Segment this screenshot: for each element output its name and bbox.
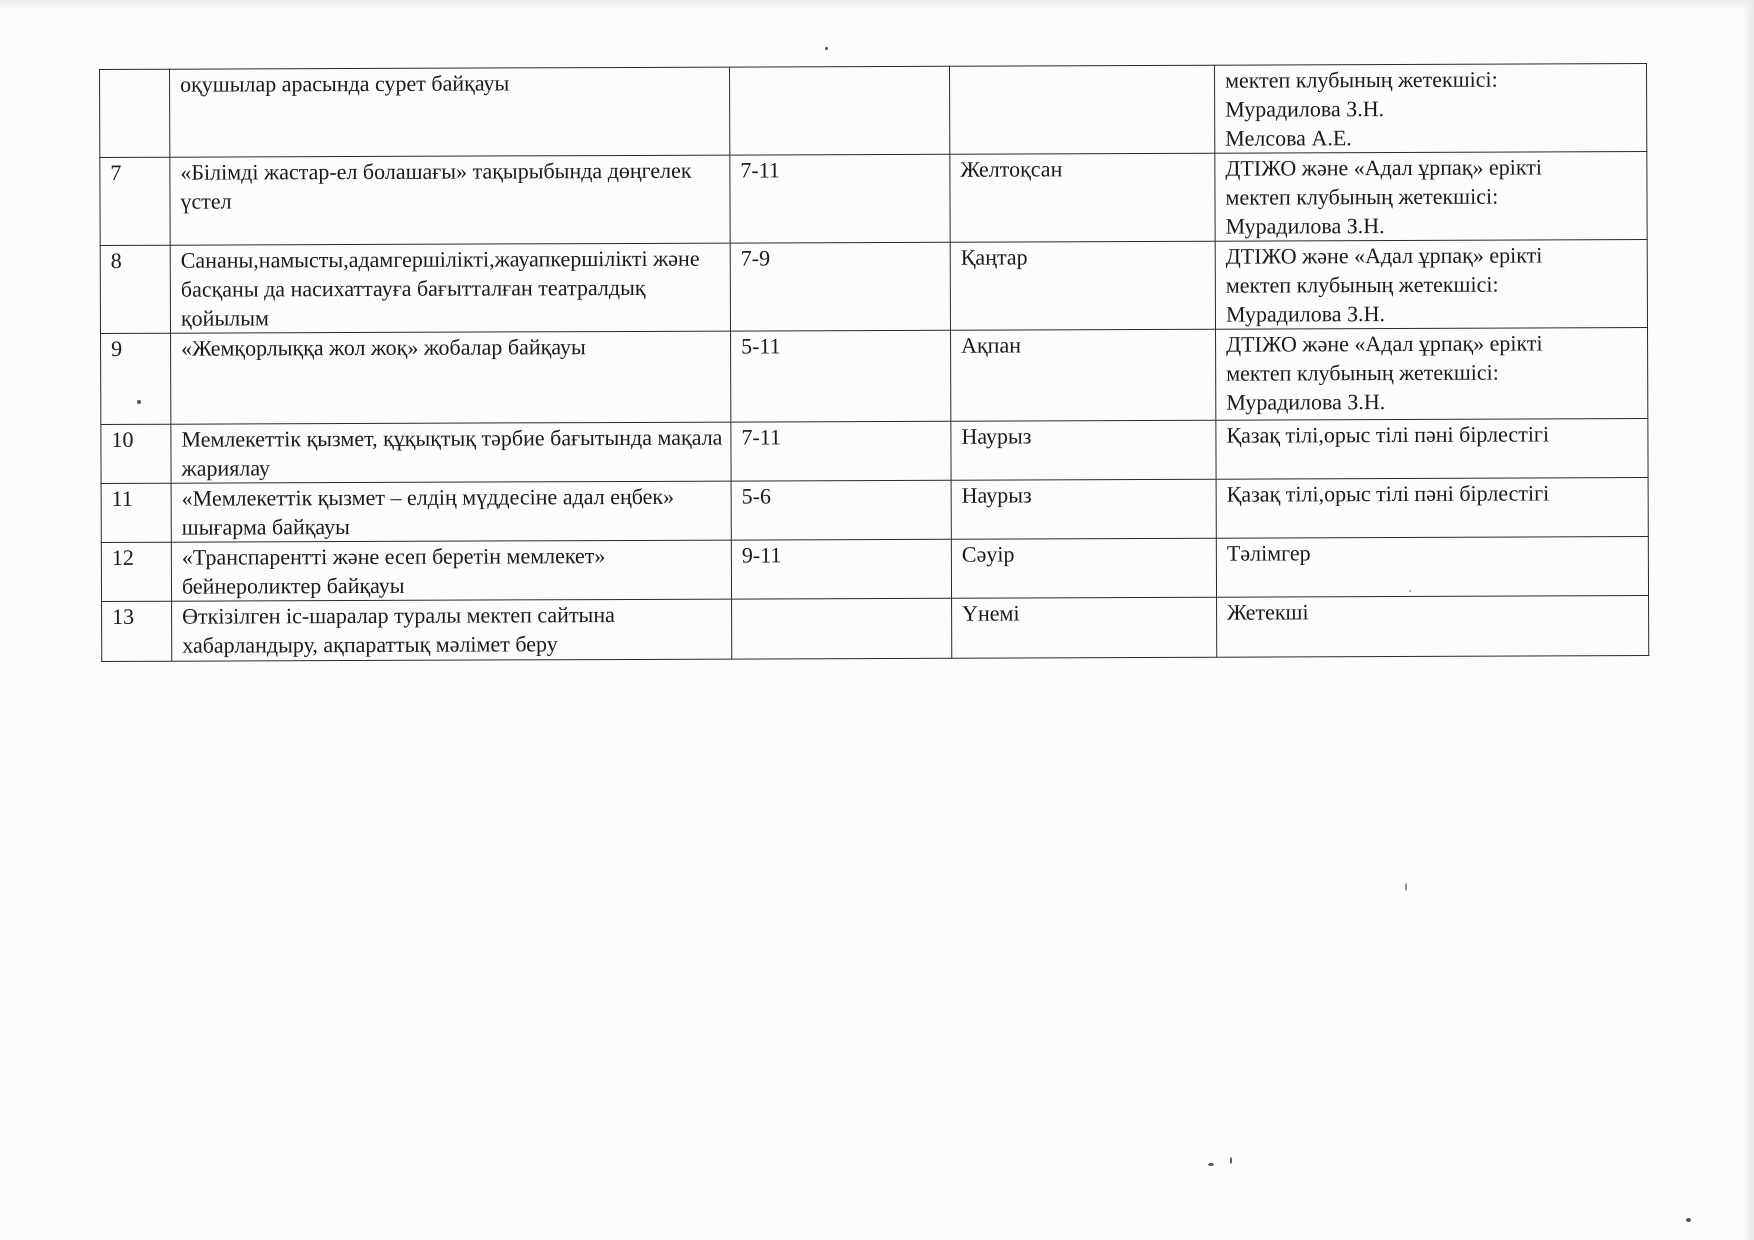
row-number: 12	[101, 542, 171, 601]
class-range: 7-9	[730, 242, 950, 331]
responsible-cell	[1216, 419, 1648, 480]
event-date: Қаңтар	[950, 241, 1215, 330]
responsible-line: ДТІЖО және «Адал ұрпақ» ерікті	[1226, 330, 1543, 357]
responsible-cell	[1216, 478, 1648, 539]
event-date	[949, 65, 1214, 154]
responsible-line: Мурадилова З.Н.	[1225, 301, 1385, 327]
responsible-line: мектеп клубының жетекшісі:	[1225, 183, 1499, 210]
responsible-line: мектеп клубының жетекшісі:	[1225, 66, 1498, 93]
row-number: 13	[102, 601, 172, 661]
responsible-cell	[1215, 152, 1647, 242]
scan-speck	[1405, 883, 1407, 891]
responsible-line: Қазақ тілі,орыс тілі пәні бірлестігі	[1226, 480, 1550, 507]
event-title: «Транспарентті және есеп беретін мемлекет» бейнероликтер байқауы	[171, 540, 731, 601]
scan-speck	[1208, 1163, 1214, 1166]
class-range: 7-11	[730, 154, 950, 243]
row-number: 10	[101, 424, 171, 483]
event-title: Өткізілген іс-шаралар туралы мектеп сайтына хабарландыру, ақпараттық мәлімет беру	[172, 599, 732, 661]
scan-speck	[1686, 1218, 1691, 1222]
responsible-line: мектеп клубының жетекшісі:	[1225, 271, 1499, 298]
class-range	[732, 598, 952, 659]
responsible-line: ДТІЖО және «Адал ұрпақ» ерікті	[1225, 242, 1543, 269]
responsible-line: Мурадилова З.Н.	[1225, 213, 1385, 239]
event-title: оқушылар арасында сурет байқауы	[170, 67, 730, 157]
responsible-line: ДТІЖО және «Адал ұрпақ» ерікті	[1225, 154, 1543, 181]
row-number: 11	[101, 483, 171, 542]
table-row	[101, 537, 1648, 602]
event-date: Наурыз	[951, 479, 1216, 539]
table-row	[100, 240, 1647, 334]
scan-edge-right	[1742, 0, 1754, 1240]
scan-edge-top	[0, 0, 1754, 10]
scan-speck	[137, 400, 141, 404]
responsible-line: Жетекші	[1227, 599, 1309, 625]
responsible-cell	[1216, 537, 1648, 598]
row-number: 8	[100, 245, 170, 333]
event-date: Ақпан	[951, 329, 1216, 421]
event-title: «Білімді жастар-ел болашағы» тақырыбында дөңгелек үстел	[170, 155, 730, 245]
class-range: 9-11	[731, 539, 951, 599]
class-range: 7-11	[731, 421, 951, 481]
event-date: Желтоқсан	[950, 153, 1215, 242]
table-row	[101, 328, 1648, 425]
event-title: «Мемлекеттік қызмет – елдің мүддесіне адал еңбек» шығарма байқауы	[171, 481, 731, 542]
event-date: Сәуір	[951, 538, 1216, 598]
responsible-cell	[1214, 64, 1646, 154]
table-row	[100, 152, 1647, 246]
scan-speck	[1230, 1157, 1232, 1164]
event-title: «Жемқорлыққа жол жоқ» жобалар байқауы	[171, 331, 731, 424]
table-row	[101, 478, 1648, 543]
table-row	[100, 64, 1647, 158]
event-date: Наурыз	[951, 420, 1216, 480]
responsible-line: мектеп клубының жетекшісі:	[1226, 359, 1499, 386]
events-plan-table	[99, 63, 1649, 662]
row-number: 7	[100, 157, 170, 245]
responsible-line: Қазақ тілі,орыс тілі пәні бірлестігі	[1226, 421, 1550, 448]
event-date: Үнемі	[952, 597, 1217, 658]
class-range	[729, 66, 949, 155]
class-range: 5-11	[731, 330, 951, 422]
responsible-line: Тәлімгер	[1226, 540, 1311, 566]
responsible-line: Мурадилова З.Н.	[1225, 96, 1385, 122]
row-number	[100, 69, 170, 157]
responsible-cell	[1217, 596, 1649, 658]
responsible-cell	[1216, 328, 1648, 421]
event-title: Сананы,намысты,адамгершілікті,жауапкершілікті және басқаны да насихаттауға бағытталған театралдық қойылым	[170, 243, 730, 333]
responsible-cell	[1215, 240, 1647, 330]
scan-speck	[825, 47, 828, 50]
row-number: 9	[101, 333, 171, 424]
table-row	[102, 596, 1649, 662]
class-range: 5-6	[731, 480, 951, 540]
responsible-line: Мелсова А.Е.	[1225, 125, 1352, 151]
scan-speck	[1409, 590, 1411, 592]
event-title: Мемлекеттік қызмет, құқықтық тәрбие бағытында мақала жариялау	[171, 422, 731, 483]
table-row	[101, 419, 1648, 484]
responsible-line: Мурадилова З.Н.	[1226, 389, 1386, 415]
